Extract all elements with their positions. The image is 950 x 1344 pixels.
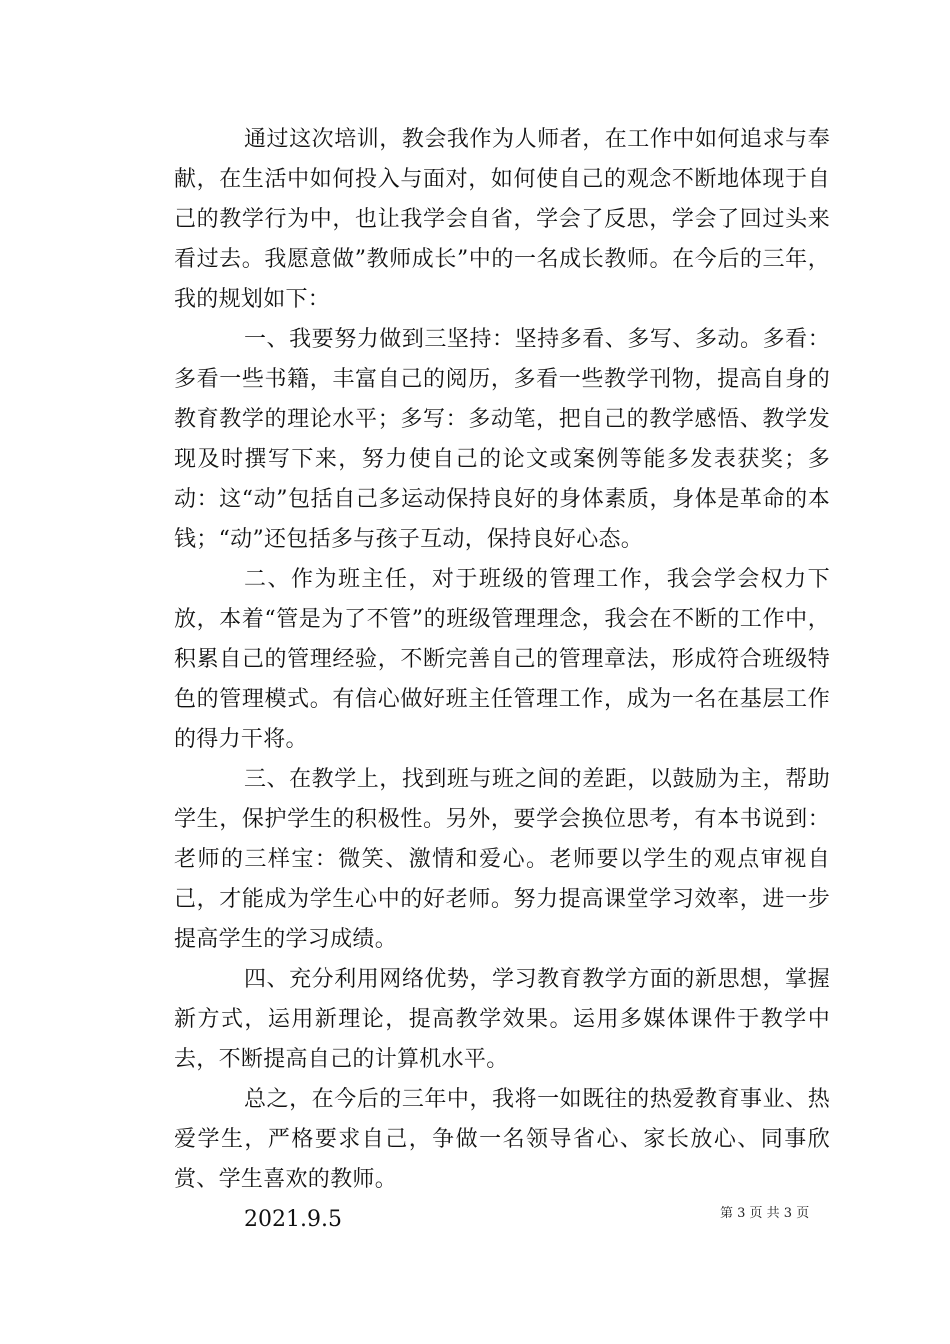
paragraph-point-four: 四、充分利用网络优势，学习教育教学方面的新思想，掌握新方式，运用新理论，提高教学效果。运用多媒体课件于教学中去，不断提高自己的计算机水平。 bbox=[174, 967, 830, 1072]
document-body bbox=[174, 120, 830, 1240]
paragraph-point-one: 一、我要努力做到三坚持：坚持多看、多写、多动。多看：多看一些书籍，丰富自己的阅历，多看一些教学刊物，提高自身的教育教学的理论水平；多写：多动笔，把自己的教学感悟、教学发现及时撰写下来，努力使自己的论文或案例等能多发表获奖；多动：这“动”包括自己多运动保持良好的身体素质，身体是革命的本钱；“动”还包括多与孩子互动，保持良好心态。 bbox=[174, 327, 830, 552]
paragraph-point-three: 三、在教学上，找到班与班之间的差距，以鼓励为主，帮助学生，保护学生的积极性。另外，要学会换位思考，有本书说到：老师的三样宝：微笑、激情和爱心。老师要以学生的观点审视自己，才能成为学生心中的好老师。努力提高课堂学习效率，进一步提高学生的学习成绩。 bbox=[174, 767, 830, 952]
paragraph-intro: 通过这次培训，教会我作为人师者，在工作中如何追求与奉献，在生活中如何投入与面对，如何使自己的观念不断地体现于自己的教学行为中，也让我学会自省，学会了反思，学会了回过头来看过去。我愿意做”教师成长”中的一名成长教师。在今后的三年，我的规划如下： bbox=[174, 127, 830, 312]
paragraph-point-two: 二、作为班主任，对于班级的管理工作，我会学会权力下放，本着“管是为了不管”的班级管理理念，我会在不断的工作中，积累自己的管理经验，不断完善自己的管理章法，形成符合班级特色的管理模式。有信心做好班主任管理工作，成为一名在基层工作的得力干将。 bbox=[174, 567, 830, 752]
paragraph-conclusion: 总之，在今后的三年中，我将一如既往的热爱教育事业、热爱学生，严格要求自己，争做一名领导省心、家长放心、同事欣赏、学生喜欢的教师。 bbox=[174, 1087, 830, 1192]
page-number-footer: 第 3 页 共 3 页 bbox=[720, 1206, 810, 1221]
document-date: 2021.9.5 bbox=[244, 1207, 342, 1232]
